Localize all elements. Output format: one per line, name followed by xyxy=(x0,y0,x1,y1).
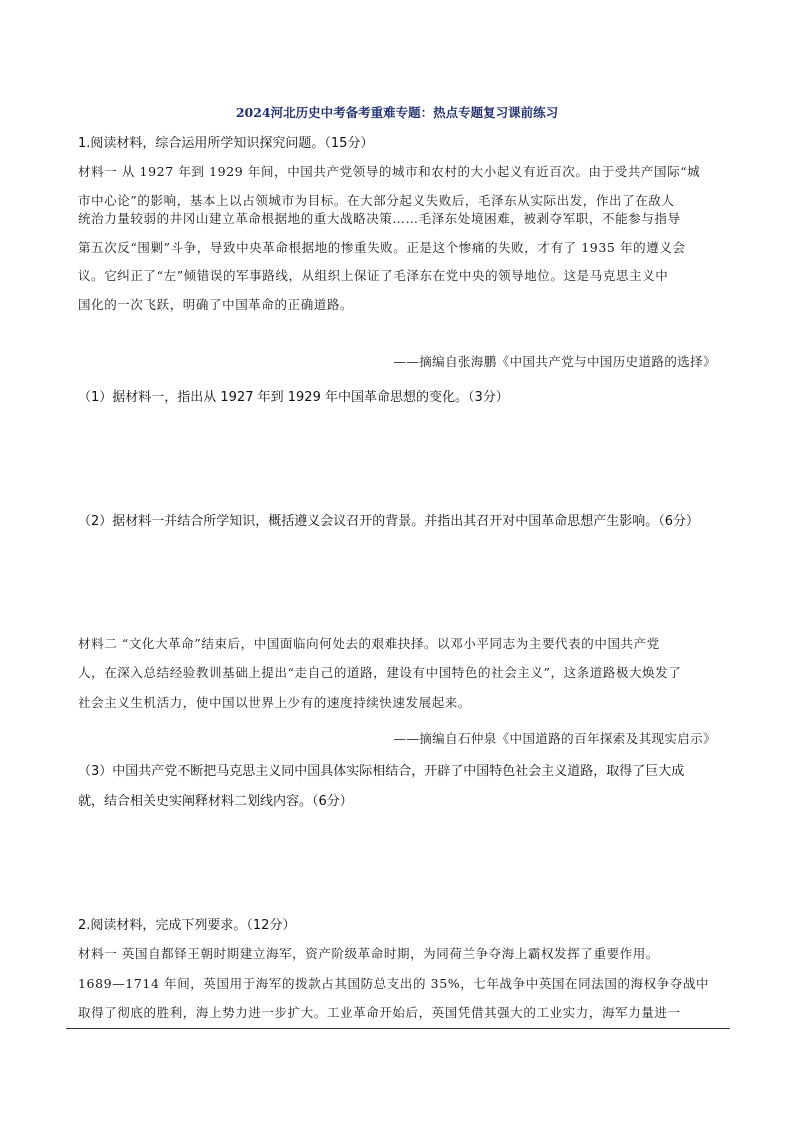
q2-material1-line: 材料一 英国自都铎王朝时期建立海军，资产阶级革命时期，为同荷兰争夺海上霸权发挥了重要作用。 xyxy=(78,946,659,961)
question-2-heading: 2.阅读材料，完成下列要求。（12分） xyxy=(78,918,296,933)
q1-material2-line: 社会主义生机活力，使中国以世界上少有的速度持续快速发展起来。 xyxy=(78,695,472,710)
q1-material2-line: 材料二 “文化大革命”结束后，中国面临向何处去的艰难抉择。以邓小平同志为主要代表的中国共产党 xyxy=(78,636,660,651)
q1-material1-source: ——摘编自张海鹏《中国共产党与中国历史道路的选择》 xyxy=(393,354,716,369)
q1-material2-line: 人，在深入总结经验教训基础上提出“走自己的道路，建设有中国特色的社会主义”，这条道路极大焕发了 xyxy=(78,665,682,680)
question-1-sub-3-line: 就，结合相关史实阐释材料二划线内容。（6分） xyxy=(78,794,353,809)
q1-material1-line: 议。它纠正了“左”倾错误的军事路线，从组织上保证了毛泽东在党中央的领导地位。这是马克思主义中 xyxy=(78,268,669,283)
q1-material1-line: 统治力量较弱的井冈山建立革命根据地的重大战略决策……毛泽东处境困难，被剥夺军职，不能参与指导 xyxy=(78,211,681,226)
question-1-sub-1: （1）据材料一，指出从 1927 年到 1929 年中国革命思想的变化。（3分） xyxy=(78,390,509,405)
footer-divider xyxy=(66,1028,730,1029)
q1-material1-line: 材料一 从 1927 年到 1929 年间，中国共产党领导的城市和农村的大小起义有近百次。由于受共产国际“城 xyxy=(78,164,701,179)
q1-material1-line: 第五次反“围剿”斗争，导致中央革命根据地的惨重失败。正是这个惨痛的失败，才有了 1935 年的遵义会 xyxy=(78,240,686,255)
document-title: 2024河北历史中考备考重难专题：热点专题复习课前练习 xyxy=(235,105,559,120)
q1-material1-line: 市中心论”的影响，基本上以占领城市为目标。在大部分起义失败后，毛泽东从实际出发，作出了在敌人 xyxy=(78,193,675,208)
q2-material1-line: 取得了彻底的胜利，海上势力进一步扩大。工业革命开始后，英国凭借其强大的工业实力，海军力量进一 xyxy=(78,1005,681,1020)
question-1-heading: 1.阅读材料，综合运用所学知识探究问题。（15分） xyxy=(78,136,374,151)
q1-material2-source: ——摘编自石仲泉《中国道路的百年探索及其现实启示》 xyxy=(393,731,716,746)
q2-material1-line: 1689—1714 年间，英国用于海军的拨款占其国防总支出的 35%，七年战争中英国在同法国的海权争夺战中 xyxy=(78,976,710,991)
question-1-sub-2: （2）据材料一并结合所学知识，概括遵义会议召开的背景。并指出其召开对中国革命思想产生影响。（6分） xyxy=(78,514,700,529)
q1-material1-line: 国化的一次飞跃，明确了中国革命的正确道路。 xyxy=(78,297,354,312)
question-1-sub-3-line: （3）中国共产党不断把马克思主义同中国具体实际相结合，开辟了中国特色社会主义道路，取得了巨大成 xyxy=(78,764,685,779)
